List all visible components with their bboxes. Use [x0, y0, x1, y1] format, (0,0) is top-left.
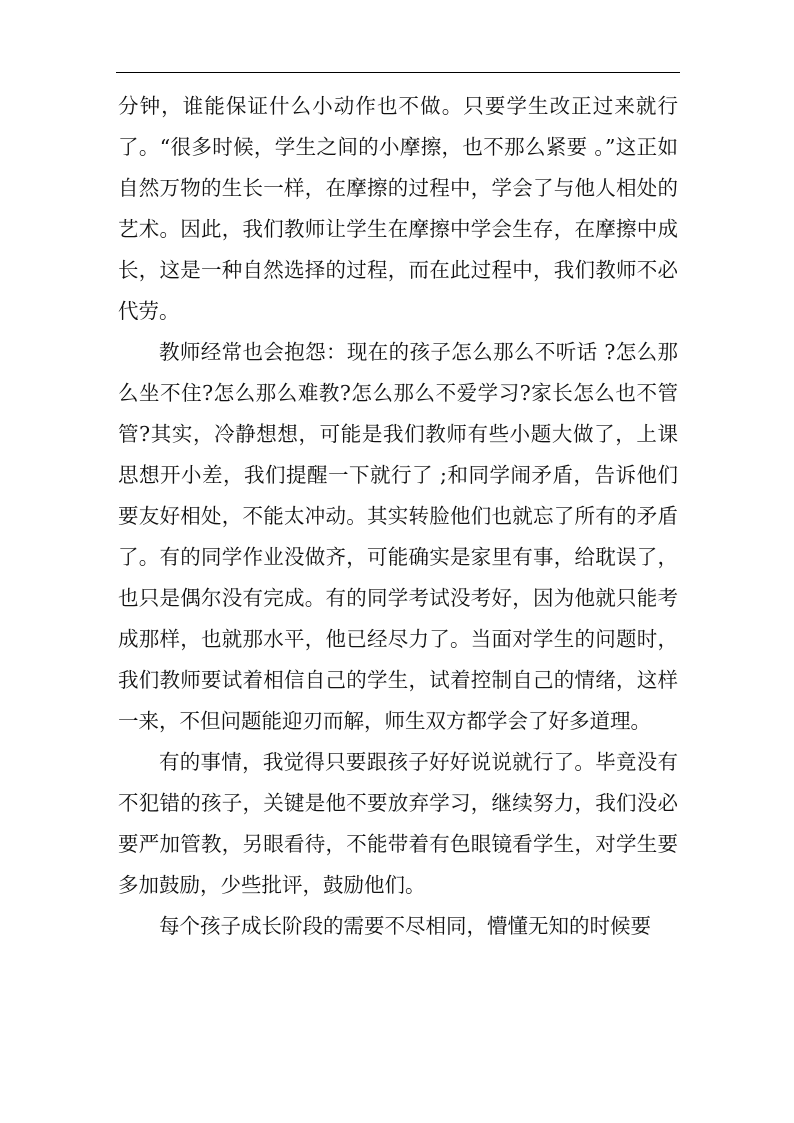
paragraph-3: 有的事情，我觉得只要跟孩子好好说说就行了。毕竟没有不犯错的孩子，关键是他不要放弃学习，继续努力，我们没必要严加管教，另眼看待，不能带着有色眼镜看学生，对学生要多加鼓励，少些批评，鼓励他们。: [118, 750, 678, 897]
header-rule: [116, 72, 680, 73]
paragraph-2: 教师经常也会抱怨：现在的孩子怎么那么不听话 ?怎么那么坐不住?怎么那么难教?怎么那么不爱学习?家长怎么也不管管?其实，冷静想想，可能是我们教师有些小题大做了，上课思想开小差，我们提醒一下就行了 ;和同学闹矛盾，告诉他们要友好相处，不能太冲动。其实转脸他们也就忘了所有的矛盾了。有的同学作业没做齐，可能确实是家里有事，给耽误了，也只是偶尔没有完成。有的同学考试没考好，因为他就只能考成那样，也就那水平，他已经尽力了。当面对学生的问题时，我们教师要试着相信自己的学生，试着控制自己的情绪，这样一来，不但问题能迎刃而解，师生双方都学会了好多道理。: [118, 340, 678, 733]
body-text: [118, 86, 678, 947]
paragraph-4: 每个孩子成长阶段的需要不尽相同，懵懂无知的时候要: [159, 914, 651, 938]
paragraph-1: 分钟，谁能保证什么小动作也不做。只要学生改正过来就行了。“很多时候，学生之间的小摩擦，也不那么紧要 。”这正如自然万物的生长一样，在摩擦的过程中，学会了与他人相处的艺术。因此，我们教师让学生在摩擦中学会生存，在摩擦中成长，这是一种自然选择的过程，而在此过程中，我们教师不必代劳。: [118, 94, 678, 323]
